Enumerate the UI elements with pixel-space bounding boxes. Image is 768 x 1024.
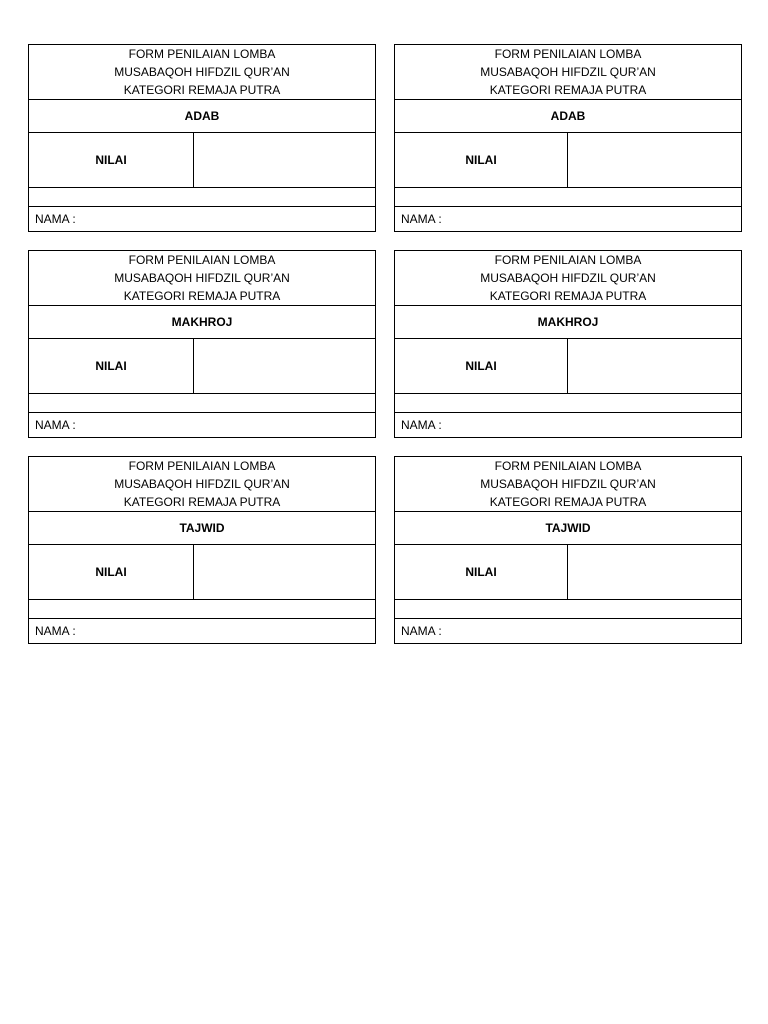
score-card-adab-right (394, 44, 742, 232)
score-row (395, 339, 741, 394)
blank-row (29, 394, 375, 413)
name-label: NAMA : (35, 418, 76, 432)
score-label: NILAI (29, 545, 194, 599)
name-label: NAMA : (35, 212, 76, 226)
form-title-line1: FORM PENILAIAN LOMBA (494, 47, 642, 61)
name-row[interactable] (395, 413, 741, 437)
form-title-line1: FORM PENILAIAN LOMBA (494, 459, 642, 473)
card-header (29, 251, 375, 306)
card-header (29, 45, 375, 100)
card-header (29, 457, 375, 512)
name-label: NAMA : (401, 418, 442, 432)
form-title-line2: MUSABAQOH HIFDZIL QUR’AN (114, 271, 290, 285)
score-card-adab-left (28, 44, 376, 232)
score-value-field[interactable] (194, 339, 375, 393)
score-card-tajwid-right (394, 456, 742, 644)
score-value-field[interactable] (194, 133, 375, 187)
score-value-field[interactable] (568, 545, 741, 599)
category-label: MAKHROJ (395, 306, 741, 339)
blank-row (29, 188, 375, 207)
blank-row (29, 600, 375, 619)
score-row (29, 339, 375, 394)
score-label: NILAI (395, 133, 568, 187)
score-card-makhroj-right (394, 250, 742, 438)
form-title-line2: MUSABAQOH HIFDZIL QUR’AN (114, 477, 290, 491)
score-label: NILAI (29, 339, 194, 393)
blank-row (395, 600, 741, 619)
blank-row (395, 394, 741, 413)
form-title-line2: MUSABAQOH HIFDZIL QUR’AN (480, 65, 656, 79)
score-label: NILAI (395, 339, 568, 393)
score-value-field[interactable] (568, 339, 741, 393)
name-row[interactable] (395, 619, 741, 643)
form-title-line3: KATEGORI REMAJA PUTRA (489, 495, 647, 509)
score-label: NILAI (29, 133, 194, 187)
form-title-line3: KATEGORI REMAJA PUTRA (489, 83, 647, 97)
form-title-line3: KATEGORI REMAJA PUTRA (123, 289, 281, 303)
category-label: MAKHROJ (29, 306, 375, 339)
blank-row (395, 188, 741, 207)
score-row (395, 133, 741, 188)
category-label: ADAB (29, 100, 375, 133)
form-title-line1: FORM PENILAIAN LOMBA (128, 253, 276, 267)
card-header (395, 457, 741, 512)
form-title-line3: KATEGORI REMAJA PUTRA (123, 495, 281, 509)
score-card-makhroj-left (28, 250, 376, 438)
category-label: TAJWID (29, 512, 375, 545)
form-title-line3: KATEGORI REMAJA PUTRA (489, 289, 647, 303)
name-row[interactable] (29, 207, 375, 231)
category-label: TAJWID (395, 512, 741, 545)
score-row (395, 545, 741, 600)
score-value-field[interactable] (194, 545, 375, 599)
score-card-tajwid-left (28, 456, 376, 644)
form-title-line2: MUSABAQOH HIFDZIL QUR’AN (480, 271, 656, 285)
form-title-line1: FORM PENILAIAN LOMBA (128, 459, 276, 473)
name-label: NAMA : (401, 624, 442, 638)
name-row[interactable] (29, 619, 375, 643)
form-title-line3: KATEGORI REMAJA PUTRA (123, 83, 281, 97)
score-value-field[interactable] (568, 133, 741, 187)
category-label: ADAB (395, 100, 741, 133)
form-title-line1: FORM PENILAIAN LOMBA (128, 47, 276, 61)
score-row (29, 133, 375, 188)
form-title-line1: FORM PENILAIAN LOMBA (494, 253, 642, 267)
form-title-line2: MUSABAQOH HIFDZIL QUR’AN (480, 477, 656, 491)
card-header (395, 251, 741, 306)
score-row (29, 545, 375, 600)
name-row[interactable] (395, 207, 741, 231)
name-label: NAMA : (401, 212, 442, 226)
score-label: NILAI (395, 545, 568, 599)
card-header (395, 45, 741, 100)
name-row[interactable] (29, 413, 375, 437)
name-label: NAMA : (35, 624, 76, 638)
form-title-line2: MUSABAQOH HIFDZIL QUR’AN (114, 65, 290, 79)
